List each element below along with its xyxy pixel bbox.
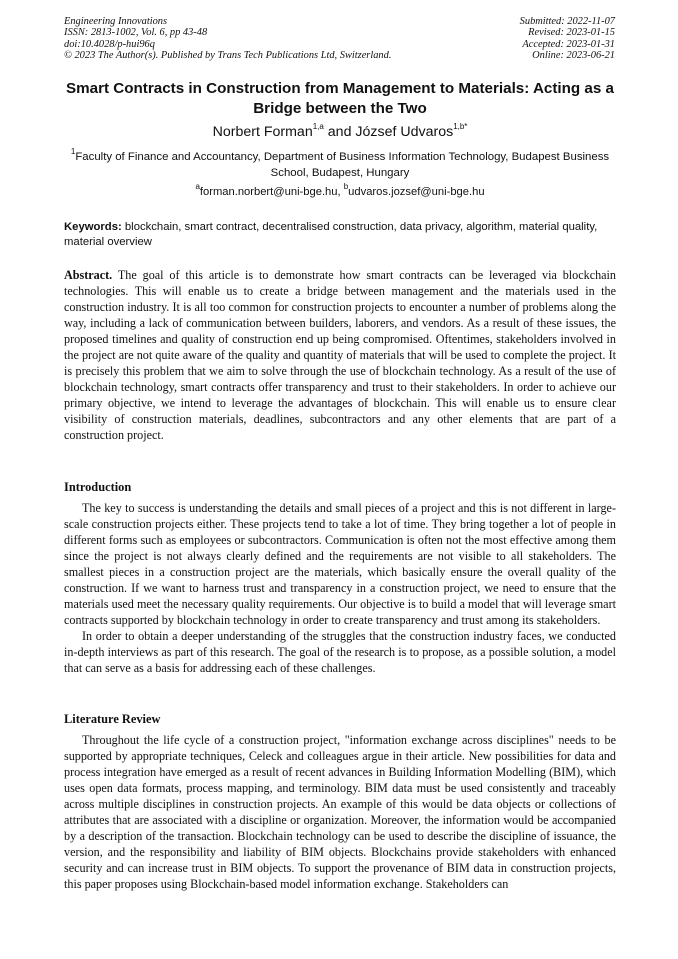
journal-name: Engineering Innovations	[64, 16, 168, 27]
submitted-date: Submitted: 2022-11-07	[519, 16, 615, 27]
email-marker: a	[195, 182, 200, 192]
section-heading-introduction: Introduction	[64, 480, 132, 494]
keywords	[64, 220, 616, 250]
author-emails	[60, 182, 620, 199]
paragraph: The key to success is understanding the details and small pieces of a project and this is not different in large-scale construction projects either. These projects tend to take a lot of time. They bring together a lot of people in different forms such as employees or subcontractors. Communication is often not the most effective among them since the project is not always clearly defined and the requirements are not visible to all stakeholders. The smallest pieces in a construction project are the materials, which basically ensure the overall quality of the construction. If we want to harness trust and transparency in a construction project, we need to ensure that the materials used meet the necessary quality requirements. Our objective is to build a model that will leverage smart contracts supported by blockchain technology in order to create transparency and trust among its stakeholders.	[64, 501, 616, 628]
author-affiliation-marker: 1,a	[312, 122, 324, 132]
copyright: © 2023 The Author(s). Published by Trans Tech Publications Ltd, Switzerland.	[64, 49, 392, 61]
publication-dates	[520, 16, 615, 61]
author-conjunction: and	[323, 124, 356, 140]
email-marker: b	[343, 182, 349, 192]
author-affiliation-marker: 1,b*	[453, 122, 468, 132]
keywords-text: blockchain, smart contract, decentralised construction, data privacy, algorithm, material quality, material overview	[64, 221, 598, 249]
affiliation-text: Faculty of Finance and Accountancy, Department of Business Information Technology, Budapest Business School, Budapest, Hungary	[75, 151, 610, 179]
section-heading-literature-review: Literature Review	[64, 712, 161, 726]
email-link[interactable]: forman.norbert@uni-bge.hu	[199, 186, 338, 198]
literature-review-section	[64, 732, 616, 892]
accepted-date: Accepted: 2023-01-31	[522, 38, 615, 50]
publication-info	[64, 16, 391, 61]
revised-date: Revised: 2023-01-15	[528, 27, 615, 39]
abstract	[64, 267, 616, 444]
abstract-label: Abstract.	[64, 268, 113, 282]
paragraph: Throughout the life cycle of a construction project, "information exchange across disciplines" needs to be supported by appropriate techniques, Celeck and colleagues argue in their article. New possibilities for data and process integration have emerged as a result of recent advances in Building Information Modelling (BIM), which uses open data formats, process mapping, and terminology. BIM data must be used consistently and traceably across multiple disciplines in construction projects. An example of this would be data objects or collections of attributes that are associated with a discipline or organization. Moreover, the information would be accompanied by a description of the transaction. Blockchain technology can be used to describe the discipline of issuance, the version, and the responsibility and liability of BIM objects. Blockchains provide stakeholders with enhanced security and can increase trust in BIM objects. To support the provenance of BIM data in construction projects, this paper proposes using Blockchain-based model information exchange. Stakeholders can	[64, 733, 616, 892]
keywords-label: Keywords:	[64, 221, 122, 233]
email-separator: ,	[337, 186, 344, 198]
affiliation-marker: 1	[70, 147, 76, 157]
journal-header	[64, 16, 615, 61]
online-date: Online: 2023-06-21	[532, 49, 615, 61]
abstract-text: The goal of this article is to demonstrate how smart contracts can be leveraged via blockchain technologies. This will enable us to create a bridge between management and the materials used in the construction industry. It is all too common for construction projects to encounter a number of problems along the way, including a lack of communication between builders, laborers, and vendors. As a result of these issues, the proposed timelines and quality of construction end up being compromised. Oftentimes, stakeholders involved in the project are not quite aware of the quality and quantity of materials that will be used to complete the project. It is precisely this problem that we aim to solve through the use of blockchain technology. As a result of the use of blockchain technology, smart contracts offer transparency and trust to their stakeholders. In order to achieve our primary objective, we intend to leverage the advantages of blockchain. This will enable us to ensure clear visibility of construction materials, deadlines, subcontractors and any other elements that are part of a construction project.	[64, 268, 616, 443]
issn: ISSN: 2813-1002, Vol. 6, pp 43-48	[64, 27, 208, 39]
doi[interactable]: doi:10.4028/p-hui96q	[64, 38, 155, 50]
paper-title: Smart Contracts in Construction from Management to Materials: Acting as a Bridge between the Two	[66, 80, 614, 117]
author-name: József Udvaros	[355, 124, 454, 140]
introduction-section	[64, 500, 616, 677]
author-list	[60, 124, 620, 141]
paragraph: In order to obtain a deeper understanding of the struggles that the construction industry faces, we conducted in-depth interviews as part of this research. The goal of the research is to propose, as a possible solution, a model that can serve as a basis for addressing each of these challenges.	[64, 629, 616, 676]
affiliation	[60, 147, 620, 181]
email-link[interactable]: udvaros.jozsef@uni-bge.hu	[348, 186, 485, 198]
author-name: Norbert Forman	[212, 124, 313, 140]
